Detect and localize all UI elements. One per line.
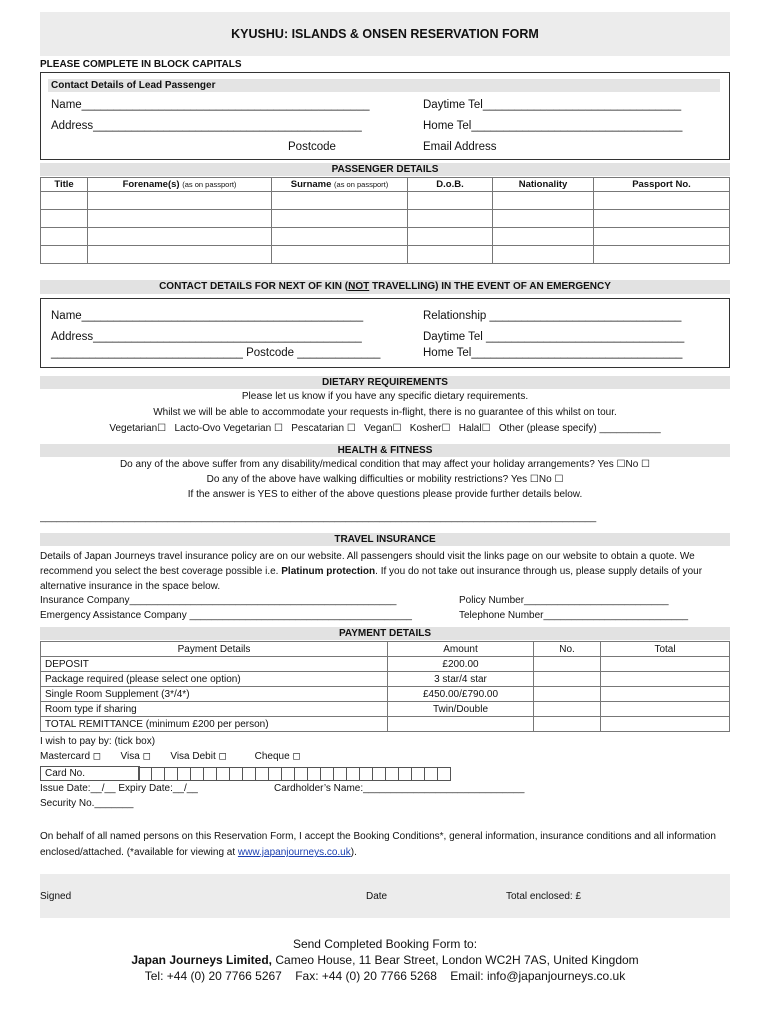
lead-address-field[interactable]: Address__________________________________________ [51,120,362,132]
table-row[interactable] [41,246,730,264]
signed-field[interactable]: Signed [40,891,72,902]
card-no-label: Card No. [40,766,140,781]
dietary-line2: Whilst we will be able to accommodate your requests in-flight, there is no guarantee of this whilst on tour. [153,407,617,418]
payment-methods[interactable]: Mastercard ◻ Visa ◻ Visa Debit ◻ Cheque ◻ [40,751,301,762]
kin-home-field[interactable]: Home Tel_________________________________ [423,347,683,359]
dietary-line1: Please let us know if you have any specific dietary requirements. [241,391,529,402]
footer-line1: Send Completed Booking Form to: [292,937,478,951]
dietary-options[interactable]: Vegetarian☐ Lacto-Ovo Vegetarian ☐ Pescatarian ☐ Vegan☐ Kosher☐ Halal☐ Other (please specify) ___________ [109,423,661,434]
insurance-company-field[interactable]: Insurance Company________________________________________________ [40,595,397,606]
date-field[interactable]: Date [366,891,388,902]
table-row[interactable]: TOTAL REMITTANCE (minimum £200 per person) [41,717,730,732]
kin-daytime-field[interactable]: Daytime Tel _______________________________ [423,331,685,343]
emergency-company-field[interactable]: Emergency Assistance Company ________________________________________ [40,610,412,621]
table-row[interactable]: Room type if sharing Twin/Double [41,702,730,717]
kin-relationship-field[interactable]: Relationship ______________________________ [423,310,682,322]
passenger-table [40,177,730,264]
table-row[interactable]: Package required (please select one option) 3 star/4 star [41,672,730,687]
instruction: PLEASE COMPLETE IN BLOCK CAPITALS [40,59,242,70]
website-link[interactable]: www.japanjourneys.co.uk [237,847,351,858]
health-line3: If the answer is YES to either of the above questions please provide further details below. [187,489,583,500]
form-title: KYUSHU: ISLANDS & ONSEN RESERVATION FORM [40,12,730,56]
lead-postcode-field[interactable]: Postcode [288,141,336,153]
dietary-heading: DIETARY REQUIREMENTS [40,376,730,389]
health-line2[interactable]: Do any of the above have walking difficulties or mobility restrictions? Yes ☐No ☐ [206,474,564,485]
payment-header-row: Payment Details Amount No. Total [41,642,730,657]
card-digit-boxes[interactable] [139,767,451,781]
table-row[interactable]: DEPOSIT £200.00 [41,657,730,672]
kin-name-field[interactable]: Name____________________________________________ [51,310,364,322]
lead-name-field[interactable]: Name_____________________________________________ [51,99,370,111]
col-nationality: Nationality [493,178,594,192]
payment-heading: PAYMENT DETAILS [40,627,730,640]
passenger-header-row [41,178,730,192]
col-passport: Passport No. [594,178,730,192]
kin-heading: CONTACT DETAILS FOR NEXT OF KIN (NOT TRAVELLING) IN THE EVENT OF AN EMERGENCY [40,280,730,294]
declaration: On behalf of all named persons on this Reservation Form, I accept the Booking Conditions*, general information, insurance conditions and all information enclosed/attached. (*available for viewing at www.japanjourneys.co.uk). [40,831,716,858]
col-surname: Surname (as on passport) [272,178,408,192]
table-row[interactable]: Single Room Supplement (3*/4*) £450.00/£790.00 [41,687,730,702]
kin-address-field[interactable]: Address__________________________________________ [51,331,362,343]
col-dob: D.o.B. [408,178,493,192]
insurance-heading: TRAVEL INSURANCE [40,533,730,546]
cardholder-field[interactable]: Cardholder’s Name:_____________________________ [274,783,525,794]
footer-contact: Tel: +44 (0) 20 7766 5267 Fax: +44 (0) 20 7766 5268 Email: info@japanjourneys.co.uk [144,969,626,983]
health-details-field[interactable]: ____________________________________________________________________________________________________ [40,512,597,523]
table-row[interactable] [41,228,730,246]
lead-daytime-field[interactable]: Daytime Tel_______________________________ [423,99,682,111]
col-title: Title [41,178,88,192]
lead-heading: Contact Details of Lead Passenger [48,79,720,92]
payment-table [40,641,730,732]
insurance-paragraph: Details of Japan Journeys travel insurance policy are on our website. All passengers should visit the links page on our website to obtain a quote. We recommend you select the best coverage possible i.e. Platinum protection. If you do not take out insurance through us, please supply details of your alternative insurance in the space below. [40,551,703,592]
issue-expiry-field[interactable]: Issue Date:__/__ Expiry Date:__/__ [40,783,198,794]
passenger-heading: PASSENGER DETAILS [40,163,730,176]
lead-email-field[interactable]: Email Address [423,141,497,153]
security-field[interactable]: Security No._______ [40,798,134,809]
footer-address: Japan Journeys Limited, Cameo House, 11 Bear Street, London WC2H 7AS, United Kingdom [131,953,639,967]
kin-postcode-field[interactable]: ______________________________ Postcode _____________ [51,347,381,359]
health-line1[interactable]: Do any of the above suffer from any disability/medical condition that may affect your holiday arrangements? Yes ☐No ☐ [119,459,651,470]
pay-by-label: I wish to pay by: (tick box) [40,736,156,747]
telephone-number-field[interactable]: Telephone Number__________________________ [459,610,689,621]
table-row[interactable] [41,210,730,228]
health-heading: HEALTH & FITNESS [40,444,730,457]
lead-home-field[interactable]: Home Tel_________________________________ [423,120,683,132]
table-row[interactable] [41,192,730,210]
total-enclosed-field[interactable]: Total enclosed: £ [506,891,582,902]
card-number-field[interactable] [40,765,451,782]
policy-number-field[interactable]: Policy Number__________________________ [459,595,669,606]
col-forename: Forename(s) (as on passport) [88,178,272,192]
